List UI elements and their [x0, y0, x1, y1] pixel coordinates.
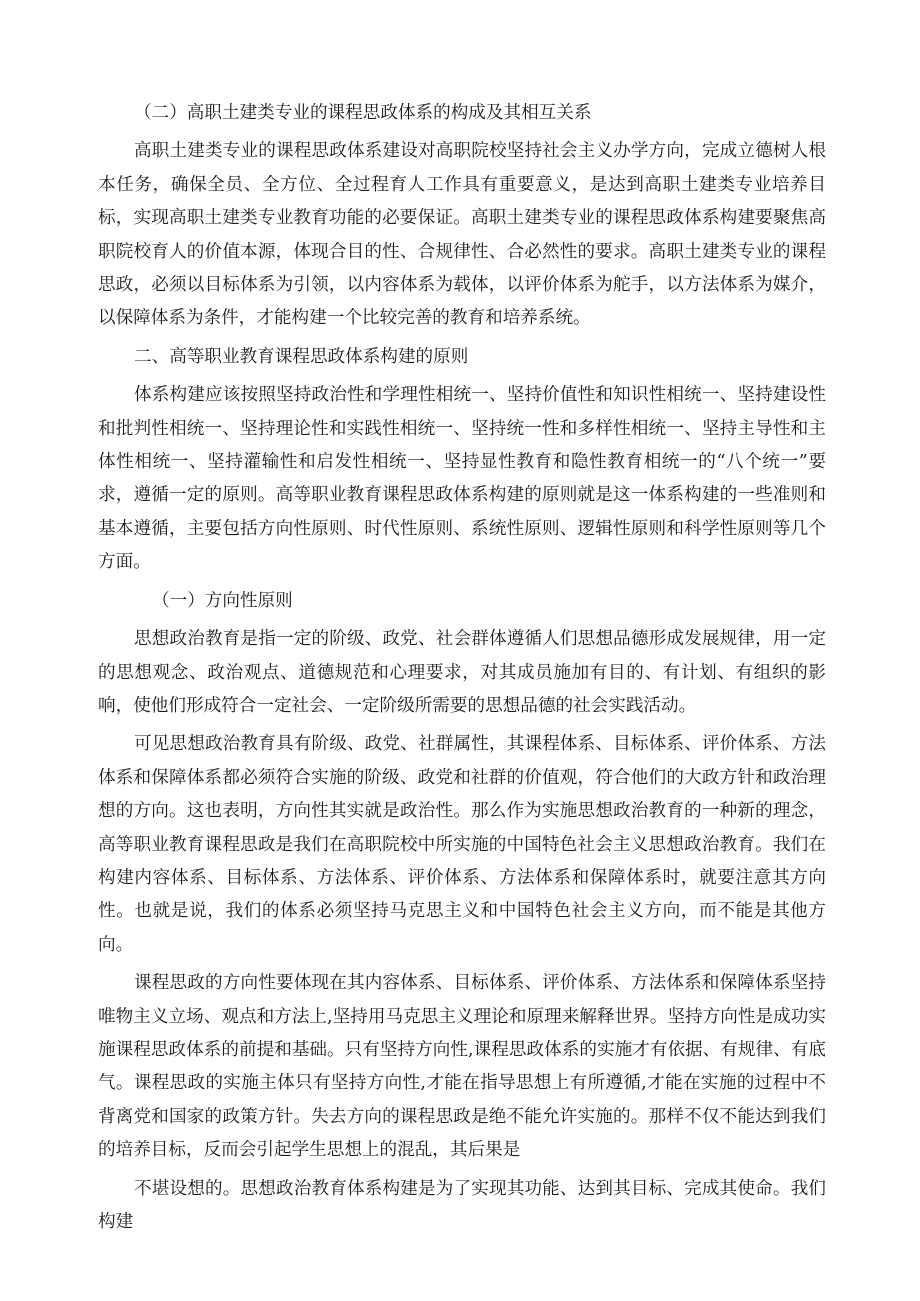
- body-paragraph: 可见思想政治教育具有阶级、政党、社群属性，其课程体系、目标体系、评价体系、方法体系和保障体系都必须符合实施的阶级、政党和社群的价值观，符合他们的大政方针和政治理想的方向。这也表明，方向性其实就是政治性。那么作为实施思想政治教育的一种新的理念，高等职业教育课程思政是我们在高职院校中所实施的中国特色社会主义思想政治教育。我们在构建内容体系、目标体系、方法体系、评价体系、方法体系和保障体系时，就要注意其方向性。也就是说，我们的体系必须坚持马克思主义和中国特色社会主义方向，而不能是其他方向。: [98, 734, 826, 955]
- body-paragraph: 课程思政的方向性要体现在其内容体系、目标体系、评价体系、方法体系和保障体系坚持唯物主义立场、观点和方法上,坚持用马克思主义理论和原理来解释世界。坚持方向性是成功实施课程思政体系的前提和基础。只有坚持方向性,课程思政体系的实施才有依据、有规律、有底气。课程思政的实施主体只有坚持方向性,才能在指导思想上有所遵循,才能在实施的过程中不背离党和国家的政策方针。失去方向的课程思政是绝不能允许实施的。那样不仅不能达到我们的培养目标，反而会引起学生思想上的混乱，其后果是: [98, 973, 826, 1161]
- body-paragraph: 思想政治教育是指一定的阶级、政党、社会群体遵循人们思想品德形成发展规律，用一定的思想观念、政治观点、道德规范和心理要求，对其成员施加有目的、有计划、有组织的影响，使他们形成符合一定社会、一定阶级所需要的思想品德的社会实践活动。: [98, 629, 826, 716]
- body-paragraph: 高职土建类专业的课程思政体系建设对高职院校坚持社会主义办学方向，完成立德树人根本任务，确保全员、全方位、全过程育人工作具有重要意义，是达到高职土建类专业培养目标，实现高职土建类专业教育功能的必要保证。高职土建类专业的课程思政体系构建要聚焦高职院校育人的价值本源，体现合目的性、合规律性、合必然性的要求。高职土建类专业的课程思政，必须以目标体系为引领，以内容体系为载体，以评价体系为舵手，以方法体系为媒介，以保障体系为条件，才能构建一个比较完善的教育和培养系统。: [98, 141, 826, 329]
- document-body: [98, 97, 826, 1239]
- section-heading-structure: （二）高职土建类专业的课程思政体系的构成及其相互关系: [134, 103, 592, 123]
- body-paragraph: 体系构建应该按照坚持政治性和学理性相统一、坚持价值性和知识性相统一、坚持建设性和批判性相统一、坚持理论性和实践性相统一、坚持统一性和多样性相统一、坚持主导性和主体性相统一、坚持灌输性和启发性相统一、坚持显性教育和隐性教育相统一的“八个统一”要求，遵循一定的原则。高等职业教育课程思政体系构建的原则就是这一体系构建的一些准则和基本遵循，主要包括方向性原则、时代性原则、系统性原则、逻辑性原则和科学性原则等几个方面。: [98, 385, 826, 573]
- section-heading-principles: 二、高等职业教育课程思政体系构建的原则: [134, 346, 469, 367]
- body-paragraph: 不堪设想的。思想政治教育体系构建是为了实现其功能、达到其目标、完成其使命。我们构建: [98, 1178, 826, 1232]
- subsection-heading-direction: （一）方向性原则: [152, 590, 293, 611]
